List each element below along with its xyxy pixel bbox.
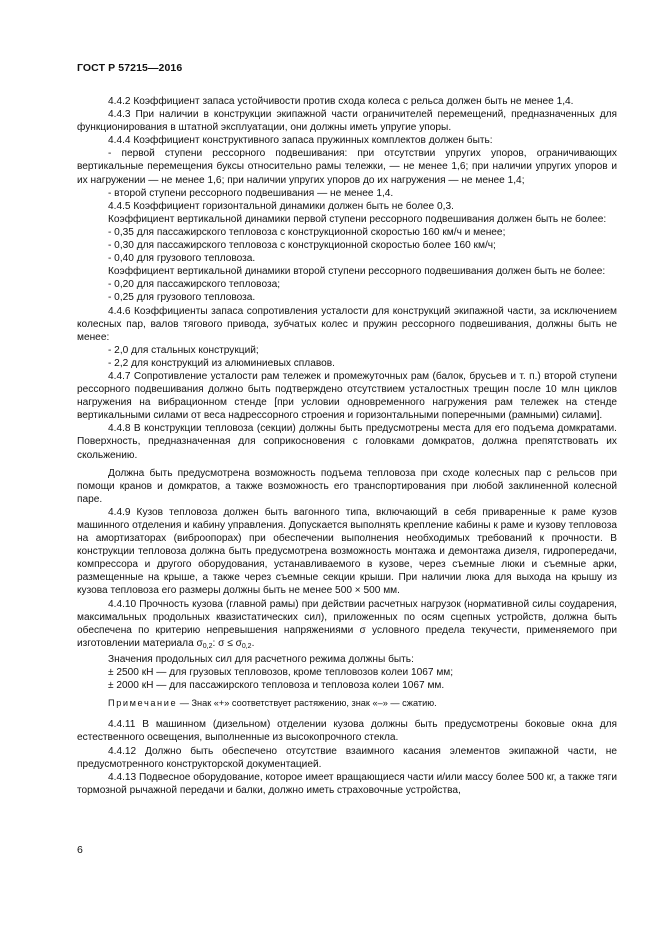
list-item: - первой ступени рессорного подвешивания: при отсутствии упругих упоров, ограничивающих вертикальные перемещения буксы относительно рамы тележки, — не менее 1,6; при наличии упругих упоров и их нагружении — не менее 1,6; при наличии упругих упоров до их нагружения — не менее 1,4;: [77, 148, 617, 186]
list-item: - 2,2 для конструкций из алюминиевых сплавов.: [108, 357, 335, 369]
paragraph-4-4-8: 4.4.8 В конструкции тепловоза (секции) должны быть предусмотрены места для его подъема домкратами. Поверхность, предназначенная для соприкосновения с головками домкратов, должна препятствовать их скольжению.: [77, 423, 617, 461]
list-item: ± 2500 кН — для грузовых тепловозов, кроме тепловозов колеи 1067 мм;: [108, 667, 454, 679]
paragraph-4-4-9: 4.4.9 Кузов тепловоза должен быть вагонного типа, включающий в себя приваренные к раме кузов машинного отделения и кабину управления. Допускается выполнять крепление кабины к раме и кузову тепловоза на амортизаторах (виброопорах) при обеспечении выполнения необходимых требований к прочности. В конструкции тепловоза должна быть предусмотрена возможность монтажа и демонтажа дизеля, гидропередачи, компрессора и другого оборудования, устанавливаемого в кузове, через съемные люки и съемные арки, размещенные на крыше, а также через съемные секции крыши. При наличии люка для выхода на крышу из кузова тепловоза его размеры должны быть не менее 500 × 500 мм.: [77, 506, 617, 597]
paragraph-4-4-10-text: 4.4.10 Прочность кузова (главной рамы) при действии расчетных нагрузок (нормативной силы соударения, максимальных продольных квазистатических сил), приложенных по осям сцепных устройств, должна быть обеспечена по критерию непревышения напряжениями σ условного предела текучести, применяемого при изготовлении материала σ: [77, 598, 617, 649]
list-item: - 2,0 для стальных конструкций;: [108, 344, 259, 356]
note: [77, 697, 617, 710]
paragraph-4-4-3: 4.4.3 При наличии в конструкции экипажной части ограничителей перемещений, предназначенных для функционирования в штатной эксплуатации, они должны иметь упругие упоры.: [77, 109, 617, 134]
paragraph-4-4-8-lifting: Должна быть предусмотрена возможность подъема тепловоза при сходе колесных пар с рельсов при помощи кранов и домкратов, а также возможность его транспортирования при любой заклиненной колесной паре.: [77, 467, 617, 505]
paragraph-vertical-dynamics-first: Коэффициент вертикальной динамики первой ступени рессорного подвешивания должен быть не более:: [108, 213, 607, 225]
subscript: 0,2: [202, 642, 213, 650]
list-item: - 0,20 для пассажирского тепловоза;: [108, 279, 281, 291]
paragraph-4-4-5: 4.4.5 Коэффициент горизонтальной динамики должен быть не более 0,3.: [108, 200, 454, 212]
inequality: : σ ≤ σ: [212, 637, 242, 649]
list-item: ± 2000 кН — для пассажирского тепловоза и тепловоза колеи 1067 мм.: [108, 680, 445, 692]
paragraph-longitudinal-forces: Значения продольных сил для расчетного режима должны быть:: [108, 653, 414, 665]
note-label: Примечание: [108, 698, 178, 709]
paragraph-4-4-6: 4.4.6 Коэффициенты запаса сопротивления усталости для конструкций экипажной части, за исключением колесных пар, валов тягового привода, зубчатых колес и пружин рессорного подвешивания, должны быть не менее:: [77, 305, 617, 343]
list-item: - 0,30 для пассажирского тепловоза с конструкционной скоростью более 160 км/ч;: [108, 240, 496, 252]
paragraph-4-4-7: 4.4.7 Сопротивление усталости рам тележек и промежуточных рам (балок, брусьев и т. п.) второй ступени рессорного подвешивания должно быть подтверждено отсутствием усталостных трещин после 10 млн циклов нагружения на вибрационном стенде [при условии одновременного нагружения рам тележек на стенде вертикальными силами от веса надрессорного строения и горизонтальными поперечными (рамными) силами].: [77, 370, 617, 422]
note-text: — Знак «+» соответствует растяжению, знак «–» — сжатию.: [177, 698, 437, 709]
list-item: - 0,40 для грузового тепловоза.: [108, 253, 256, 265]
document-body: [77, 95, 617, 797]
subscript: 0,2: [241, 642, 252, 650]
paragraph-4-4-11: 4.4.11 В машинном (дизельном) отделении кузова должны быть предусмотрены боковые окна для естественного освещения, выполненные из высокопрочного стекла.: [77, 719, 617, 744]
list-item: - второй ступени рессорного подвешивания — не менее 1,4.: [108, 187, 394, 199]
paragraph-4-4-12: 4.4.12 Должно быть обеспечено отсутствие взаимного касания элементов экипажной части, не предусмотренного конструкторской документацией.: [77, 745, 617, 770]
list-item: - 0,25 для грузового тепловоза.: [108, 292, 256, 304]
paragraph-4-4-13: 4.4.13 Подвесное оборудование, которое имеет вращающиеся части и/или массу более 500 кг, а также тяги тормозной рычажной передачи и балки, должно иметь страховочные устройства,: [77, 771, 617, 796]
document-header: ГОСТ Р 57215—2016: [77, 62, 183, 74]
paragraph-vertical-dynamics-second: Коэффициент вертикальной динамики второй ступени рессорного подвешивания должен быть не более:: [108, 266, 606, 278]
paragraph-4-4-4: 4.4.4 Коэффициент конструктивного запаса пружинных комплектов должен быть:: [108, 135, 493, 147]
paragraph-4-4-2: 4.4.2 Коэффициент запаса устойчивости против схода колеса с рельса должен быть не менее 1,4.: [108, 96, 574, 107]
sentence-end: .: [251, 637, 255, 649]
page-number: 6: [77, 844, 83, 856]
paragraph-4-4-10: [77, 598, 617, 653]
list-item: - 0,35 для пассажирского тепловоза с конструкционной скоростью 160 км/ч и менее;: [108, 226, 506, 238]
